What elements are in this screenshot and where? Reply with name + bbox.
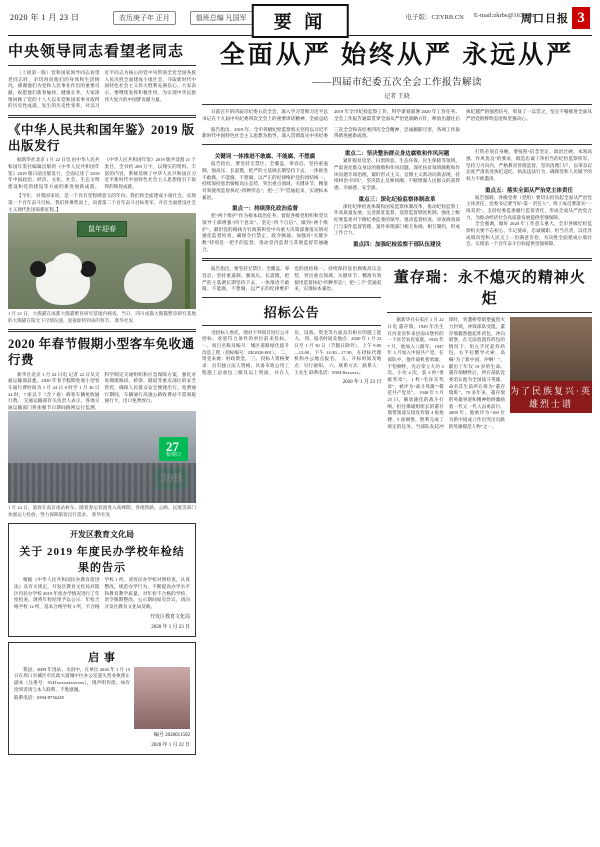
section-body-0: 报告指出，要坚持无禁区、全覆盖、零容忍，坚持重遏制、强高压、长震慑，把严的主基调长期坚持下去，一体推进不敢腐、不能腐、不想腐，以严正的纪律维护党的团结统一。持续保持惩治腐败高压态势，突出重点领域、关键环节，精准有效使用监督执纪“四种形态”，把“三不”贯通起来，实现标本兼治。 [202,161,328,200]
section-title-box [252,4,349,38]
section-body-1: 把“两个维护”作为根本政治任务，督促各级党组织和党员领导干部增强“四个意识”、坚定“四个自信”、做到“两个维护”。紧扣党的路线方针政策和党中央重大决策部署落实情况强化监督检查，确保令行禁止、政令畅通。加强对“关键少数”特别是一把手的监督，推动党内监督与其他监督贯通融合。 [202,213,328,252]
bamboo-decor [185,239,190,309]
photo-panda-caption: 1 月 21 日，大熊猫在成都大熊猫繁育研究基地内嬉戏。当日，四川成都大熊猫繁育研究基地的大熊猫在阳光下尽情玩耍，迎接即将到来的春节。 新华社发 [8,311,196,323]
feature-dongcunrui [387,266,592,430]
photo-panda-sign: 鼠年迎春 [77,221,127,237]
statement-phone: 联系电话：0394-8736228 [14,695,64,701]
section-body-3: 深化纪律检查体制和国家监察体制改革，推动纪检监察工作高质量发展。完善派驻监督、巡察监督制度机制，强化上级纪委监委对下级纪委监委的领导。推动监督检查、审查调查部门与案件监督管理、案件审理部门相互协调、相互制约，形成工作合力。 [334,203,460,236]
zhaobiao-body: 受招标人委托，现对下列项目进行公开招标，欢迎符合条件的单位前来投标。 一、项目名称及编号：城区道路绿化提升改造工程（招标编号：ZK2020-001）。 二、资金来源：财政资金。 三、投标人资格要求：具有独立法人资格，具备市政公用工程施工总承包三级及以上资质，并在人员、设备、资金等方面具有相应的施工能力。 四、报名时间及地点：2020 年 1 月 23 日至 1 月 30 日（节假日除外），上午 9:00—12:00，下午 14:30—17:30，在招标代理机构办公地点报名。 五、开标时间及地点：另行通知。 六、联系方式：联系人：王先生 联系电话：0394-8xxxxxx。 [202,329,382,375]
platform-number-badge: 27 检票口 [159,437,188,461]
photo-panda [8,213,196,309]
notice-body: 根据《中华人民共和国民办教育促进法》及有关规定，开发区教育文化局对辖区内民办学校 2019 年度办学情况进行了年度检查。现将年检结果予以公示：年检合格学校 12 所，基本合格学校 3 所，不合格学校 1 所。请各民办学校对照检查，认真整改，规范办学行为，不断提高办学水平和教育教学质量。对年检不合格的学校，责令限期整改。公示期间如有异议，请向开发区教育文化局反映。 [14,577,190,609]
article-toll-free-body: 新华社北京 1 月 22 日电 记者 22 日从交通运输部获悉，2020 年春节假期免收小型客车通行费时间为 1 月 24 日 0 时至 1 月 30 日 24 时，7 座以下（含 7 座）载客车辆免收通行费。 交通运输部有关负责人表示，各地交通运输部门将加强节日期间路网运行监测，科学制定交通组织和应急保障方案，强化对易拥堵路段、桥梁、隧道等重点部位的安全管控，确保人民群众安全便捷出行。免费通行期间，车辆通行高速公路收费站不需领取通行卡，出口免费放行。 [8,371,196,410]
main-lead-2: 报告指出，2019 年，全市各级纪检监察机关坚持以习近平新时代中国特色社会主义思想为指导，深入贯彻落实中央纪委三次全会和省纪委四次全会精神，忠诚履职尽责，各项工作取得新进展新成效。 [202,126,460,139]
main-section-2 [334,149,460,191]
section-head-3: 重点三：深化纪检监察体制改革 [358,196,436,203]
feature-zhaobiao [202,266,381,430]
headline-leaders: 中央领导同志看望老同志 [8,44,185,60]
notice-title: 关于 2019 年度民办学校年检结果的告示 [19,546,185,575]
photo-station [8,411,196,503]
dong-title: 董存瑞：永不熄灭的精神火炬 [393,270,586,308]
crowd-silhouette [8,463,196,503]
zhaobiao-title: 招标公告 [263,304,320,320]
masthead-pills [113,11,253,25]
section-title: 要 闻 [273,12,327,32]
notice-dept: 开发区教育文化局 [70,530,134,540]
statement-date: 2020 年 1 月 22 日 [151,743,190,749]
masthead [8,6,592,36]
main-section-1 [202,204,328,253]
paper-logo [521,7,590,29]
bottom-features [202,266,592,430]
page-number: 3 [572,7,590,29]
publication-date: 2020 年 1 月 23 日 [10,13,80,22]
main-section-5 [466,186,592,222]
main-headline: 全面从严 始终从严 永远从严 [219,42,575,69]
email: E-mail:zkrbs@163.com [473,12,536,19]
article-leaders-body: （上接第一版）党和国家领导同志看望老同志时，亲切询问他们的身体和生活情况，感谢他们为党和人民事业作出的重要贡献，祝愿他们新春愉快、健康长寿。大家深情回顾了党的十八大以来党和国家事业取得的历史性成就、发生的历史性变革，对以习近平同志为核心的党中央带领全党全国各族人民决胜全面建成小康社会、夺取新时代中国特色社会主义伟大胜利充满信心。大家表示，要继续发挥积极作用，为实现中华民族伟大复兴的中国梦贡献力量。 [8,70,196,109]
article-yearbook-quote: 【今年，对我国来说，是一个具有里程碑意义的年份。我们将全面建成小康社会，实现第一个百年奋斗目标。我们将乘势而上，向着第二个百年奋斗目标进军，开启全面建设社会主义现代化国家新征程。】 [8,193,196,212]
section-body-4: 打铁必须自身硬。要按照“信念坚定、政治过硬、本领高强、作风优良”的要求，锻造忠诚干净担当的纪检监察铁军。坚持刀刃向内，严格教育管理监督，坚决清理门户，以零容忍态度严肃查处执纪违纪、执法违法行为，确保党和人民赋予的权力不被滥用。 [466,149,592,181]
main-subheadline: ——四届市纪委五次全会工作报告解读 [311,77,482,88]
main-headline-block [202,42,592,100]
dong-photo [510,317,592,381]
notice-statement [8,642,196,755]
page-columns [8,40,592,755]
section-body-2: 紧盯脱贫攻坚、扫黑除恶、生态环保、民生保障等领域，严肃查处群众身边的腐败和作风问题。深化扶贫领域腐败和作风问题专项治理，紧盯形式主义、官僚主义新动向新表现，持续纠治“四风”，坚决防止反弹回潮，不断增强人民群众的获得感、幸福感、安全感。 [334,158,460,190]
main-tail: 全会强调，做好 2020 年工作意义重大。全市各级纪检监察机关要不忘初心、牢记使命，忠诚履职、担当尽责，以优异成绩向党和人民交上一份满意答卷，为决胜全面建成小康社会、实现第一个百年奋斗目标提供坚强保障。 [466,221,592,247]
section-head-0: 关键词 一体推进不敢腐、不能腐、不想腐 [214,154,316,161]
pill-editor: 值班总编 凡国军 [190,11,253,25]
main-byline: 记者 王晓 [384,93,410,100]
section-head-5: 重点五：落实全面从严治党主体责任 [484,187,573,194]
section-head-2: 重点二：坚决整治群众身边腐败和作风问题 [344,151,450,158]
feature-zhaobiao-filler: 报告指出，要坚持无禁区、全覆盖、零容忍，坚持重遏制、强高压、长震慑，把严的主基调长期坚持下去，一体推进不敢腐、不能腐、不想腐，以严正的纪律维护党的团结统一。持续保持惩治腐败高压态势，突出重点领域、关键环节，精准有效使用监督执纪“四种形态”，把“三不”贯通起来，实现标本兼治。 [202,266,382,292]
main-section-3 [334,195,460,237]
headline-yearbook: 《中华人民共和国年鉴》2019 版出版发行 [8,122,195,153]
masthead-contact [406,12,536,21]
section-head-1: 重点一：持续深化政治监督 [231,206,298,213]
photo-station-caption: 1 月 22 日，旅客在南京南站候车。随着春运客流进入高峰期，各地铁路、公路、民航等部门加强运力投放，努力保障旅客出行需求。 新华社发 [8,505,196,517]
zhaobiao-date: 2020 年 1 月 23 日 [342,380,382,386]
paper-name: 周口日报 [521,13,569,25]
statement-title: 启 事 [88,651,116,664]
section-head-4: 重点四：加强纪检监察干部队伍建设 [352,241,441,248]
notice-school-inspection [8,523,196,636]
main-sections [202,149,592,253]
dong-banner: 为了民族复兴·英雄烈士谱 [510,381,592,413]
column-main-wrapper [202,40,592,755]
statement-body: 我县，2009 年进站、水浴中，在单位 2020 年 1 月 15 日在周口市城区市民政大道城中区办公室遗失营业执照正副本（注册号：9141xxxxxxxxxxxx），现声明作废。如有拾到者请与本人联系，不胜感激。 [14,666,130,692]
statement-photo [134,667,190,729]
headline-toll-free: 2020 年春节假期小型客车免收通行费 [8,337,195,367]
pill-lunar: 农历庚子年 正月 [113,11,176,25]
panda-shape-2 [124,263,172,303]
statement-photo-label: 编号 2020011502 [153,732,190,738]
dong-body: 据新华社石家庄 1 月 22 日电 董存瑞，1929 年出生在河北省怀来县南山堡村的一个贫苦农民家庭。1945 年 7 月，他加入八路军，1947 年 3 月加入中国共产党。在部队中，他作战机智勇敢，不怕牺牲，先后荣立大功 3 次、小功 4 次，获 3 枚“勇敢奖章”、1 枚“毛泽东奖章”，被评为“战斗英雄”“模范共产党员”。 1948 年 5 月 25 日，解放隆化的战斗打响。担任爆破组组长的董存瑞带领战友接连炸毁 4 座炮楼、5 座碉堡，胜利完成了规定的任务。当部队发起冲锋时，突遭桥型暗堡猛烈火力封锁，冲锋部队受阻。董存瑞毅然抱起炸药包，冲向暗堡，在无法放置炸药包的情况下，用左手托起炸药包，右手拉燃导火索，高喊“为了新中国，冲啊！”，献出了年仅 19 岁的生命。 董存瑞牺牲后，所在部队党委追认他为全国战斗英雄，命名其生前所在班为“董存瑞班”。70 多年来，董存瑞的英雄事迹和精神始终激励着一代又一代人奋勇前行。2009 年，他被评为“100 位为新中国成立作出突出贡献的英雄模范人物”之一。 [387,317,505,429]
section-body-5: 报告强调，各级党委（党组）要切实担负起全面从严治党主体责任，党委书记要当好“第一责任人”，班子成员要落实“一岗双责”。支持纪委监委履行监督责任，形成全面从严治党合力，为推动经济社会高质量发展提供坚强保障。 [466,194,592,220]
notice-date: 2020 年 1 月 23 日 [151,625,190,631]
main-section-0 [202,152,328,201]
web-edition: 电子版：CZYRB.CN [405,14,464,21]
column-left [8,40,196,755]
notice-signature: 开发区教育文化局 [149,614,190,620]
article-yearbook-body: 据新华社北京 1 月 22 日电 由中华人民共和国年鉴社编辑出版的《中华人民共和国年鉴》2019 版日前出版发行，全面记述了 2018 年中国政治、经济、文化、社会、生态文明建设和党的建设等方面的新进展新成就。 《中华人民共和国年鉴》2019 版共设置 21 个类目，全书约 200 万字，以翔实的资料、丰富的内容，系统反映了中华人民共和国在习近平新时代中国特色社会主义思想指引下取得的辉煌成就。 [8,157,196,189]
main-lead: 日前召开的四届市纪委五次全会，深入学习贯彻习近平总书记在十九届中央纪委四次全会上的重要讲话精神，全面总结 2019 年全市纪检监察工作，科学谋划部署 2020 年工作任务。全会工作报告通篇贯穿全面从严治党战略方针，释放出越往后执纪越严的强烈信号，彰显了一以贯之、坚定不移推进全面从严治党的鲜明态度和坚强决心。 [202,108,592,121]
